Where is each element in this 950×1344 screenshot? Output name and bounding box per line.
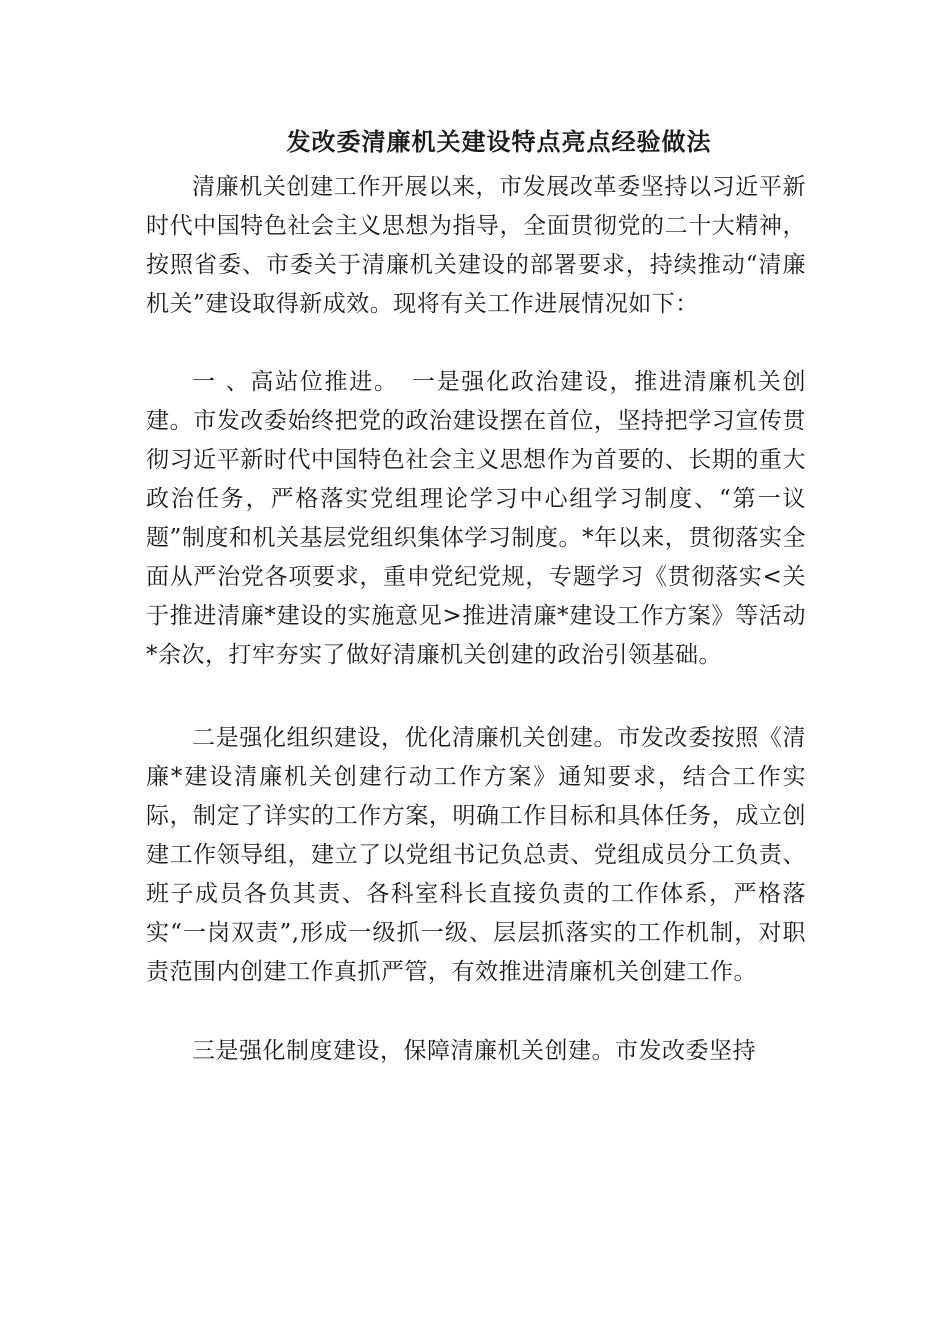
paragraph-political-building: 一 、高站位推进。 一是强化政治建设，推进清廉机关创建。市发改委始终把党的政治建设摆在首位，坚持把学习宣传贯彻习近平新时代中国特色社会主义思想作为首要的、长期的重大政治任务，严格落实党组理论学习中心组学习制度、“第一议题”制度和机关基层党组织集体学习制度。*年以来，贯彻落实全面从严治党各项要求，重申党纪党规，专题学习《贯彻落实<关于推进清廉*建设的实施意见>推进清廉*建设工作方案》等活动*余次，打牢夯实了做好清廉机关创建的政治引领基础。 [146, 369, 806, 668]
paragraph-institutional-building: 三是强化制度建设，保障清廉机关创建。市发改委坚持 [192, 1038, 756, 1064]
document-title: 发改委清廉机关建设特点亮点经验做法 [286, 127, 712, 156]
paragraph-organizational-building: 二是强化组织建设，优化清廉机关创建。市发改委按照《清廉*建设清廉机关创建行动工作方案》通知要求，结合工作实际，制定了详实的工作方案，明确工作目标和具体任务，成立创建工作领导组，建立了以党组书记负总责、党组成员分工负责、班子成员各负其责、各科室科长直接负责的工作体系，严格落实“一岗双责”,形成一级抓一级、层层抓落实的工作机制，对职责范围内创建工作真抓严管，有效推进清廉机关创建工作。 [146, 725, 806, 985]
paragraph-intro: 清廉机关创建工作开展以来，市发展改革委坚持以习近平新时代中国特色社会主义思想为指导，全面贯彻党的二十大精神，按照省委、市委关于清廉机关建设的部署要求，持续推动“清廉机关”建设取得新成效。现将有关工作进展情况如下： [146, 174, 806, 317]
